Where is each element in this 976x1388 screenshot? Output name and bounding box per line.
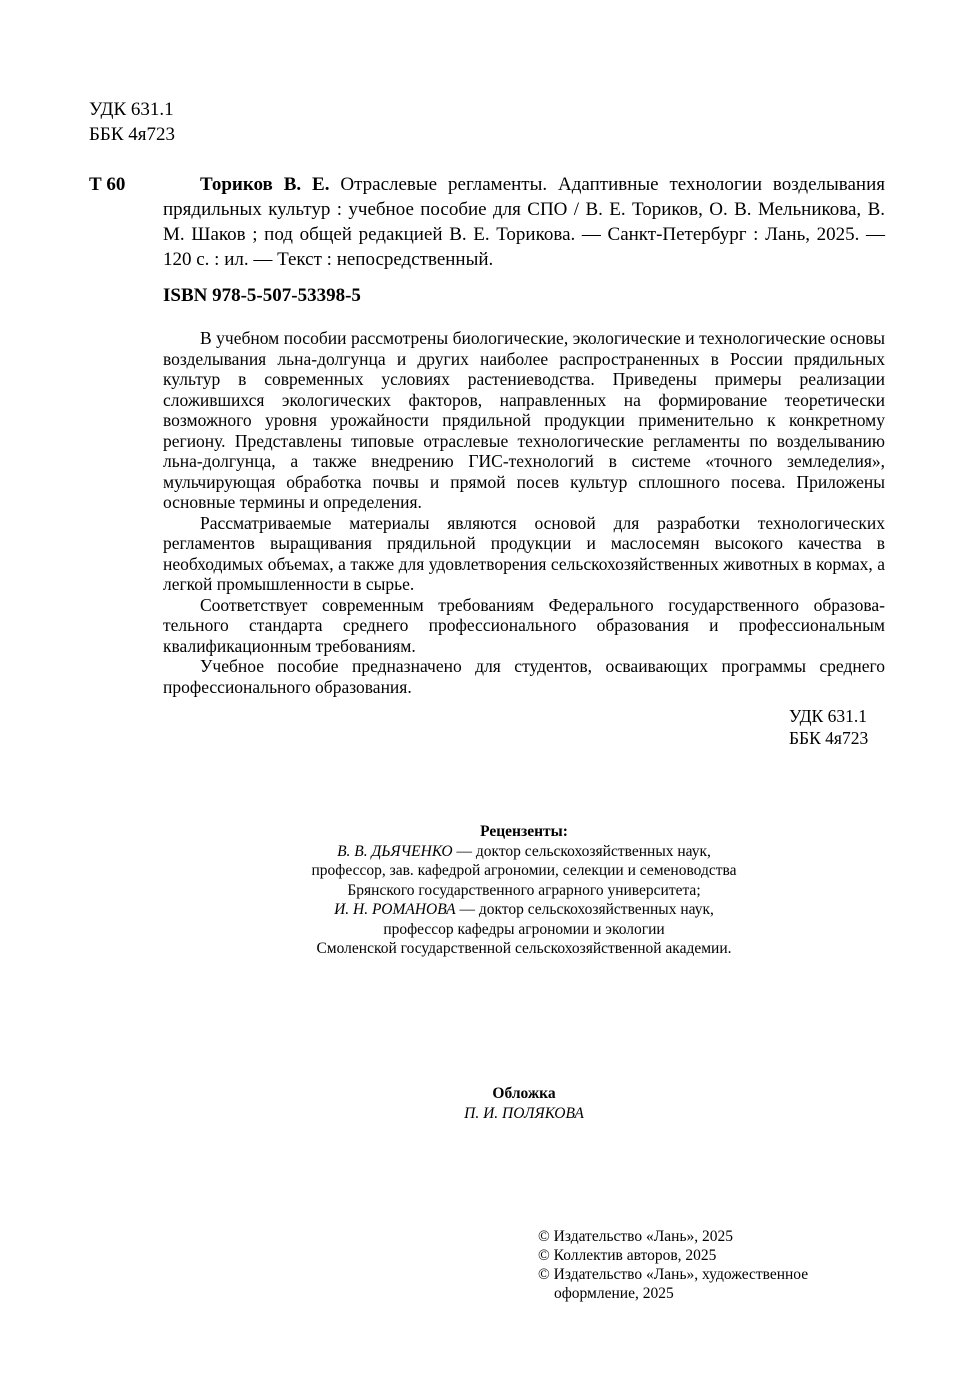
bibliographic-description [163, 172, 885, 272]
author-mark: Т 60 [89, 174, 126, 195]
cover-heading: Обложка [492, 1085, 556, 1102]
reviewers-heading: Рецензенты: [480, 823, 568, 840]
annotation-paragraph: Рассматриваемые материалы являются основой для разработки технологических регламентов выращивания прядильной продукции и маслосемян высокого качества в необходимых объемах, а также для удовлетворения сельскохозяйственных животных в кормах, а легкой промышленности в сырье. [163, 512, 885, 594]
reviewer-1-position: профессор, зав. кафедрой агрономии, селекции и семеноводства [311, 862, 737, 879]
udk-code: УДК 631.1 [89, 99, 174, 120]
reviewer-2-line [163, 900, 885, 920]
udk-code: УДК 631.1 [789, 706, 867, 726]
copyright-line: © Коллектив авторов, 2025 [538, 1247, 717, 1264]
annotation-paragraph: В учебном пособии рассмотрены биологические, экологические и технологические основы возделывания льна-долгунца и других наиболее распространенных в России прядильных культур в современных условиях растениеводства. Приведены примеры реализации сложившихся экологических факторов, направленных на формирование теоретически возможного уровня урожайности прядильной продукции применительно к конкретному региону. Представлены типовые отраслевые технологические регламенты по возделыванию льна-долгунца, а также внедрению ГИС-технологий в системе «точного земледелия», мульчирующая обработка почвы и прямой посев культур сплошного посева. Приложены основные термины и определения. [163, 328, 885, 512]
reviewer-1-name: В. В. ДЬЯЧЕНКО [337, 842, 453, 860]
bibliographic-text: Отраслевые регламенты. Адаптивные технологии возделывания прядильных культур : учебное пособие для СПО / В. Е. Ториков, О. В. Мельникова, В. М. Шаков ; под общей редакцией В. Е. Торикова. — Санкт-Петербург : Лань, 2025. — 120 с. : ил. — Текст : непосредственный. [163, 174, 885, 270]
copyright-block [538, 1227, 808, 1303]
reviewer-2-degree: — доктор сельскохозяйственных наук, [455, 901, 714, 918]
classification-codes-bottom [789, 705, 868, 749]
isbn: ISBN 978-5-507-53398-5 [163, 285, 361, 306]
author-name: Ториков В. Е. [200, 174, 330, 195]
copyright-line: © Издательство «Лань», 2025 [538, 1228, 734, 1245]
bbk-code: ББК 4я723 [789, 728, 869, 748]
cover-designer: П. И. ПОЛЯКОВА [464, 1104, 584, 1122]
reviewer-1-line [163, 842, 885, 862]
reviewer-2-name: И. Н. РОМАНОВА [334, 901, 456, 918]
reviewers-block [163, 822, 885, 959]
annotation-paragraph: Учебное пособие предназначено для студентов, осваивающих программы среднего профессионального образования. [163, 656, 885, 697]
classification-codes-top [89, 97, 175, 147]
reviewer-2-position: профессор кафедры агрономии и экологии [383, 920, 665, 938]
annotation [163, 328, 885, 697]
annotation-paragraph: Соответствует современным требованиям Федерального государственного образовательного стандарта среднего профессионального образования и профессиональным квалификационным требованиям. [163, 594, 885, 656]
cover-credit [163, 1084, 885, 1123]
reviewer-1-degree: — доктор сельскохозяйственных наук, [452, 842, 711, 860]
bbk-code: ББК 4я723 [89, 124, 175, 145]
reviewer-2-affiliation: Смоленской государственной сельскохозяйственной академии. [316, 940, 732, 957]
copyright-line: © Издательство «Лань», художественное [538, 1266, 809, 1283]
reviewer-1-affiliation: Брянского государственного аграрного университета; [347, 881, 701, 899]
copyright-line: оформление, 2025 [554, 1285, 674, 1302]
